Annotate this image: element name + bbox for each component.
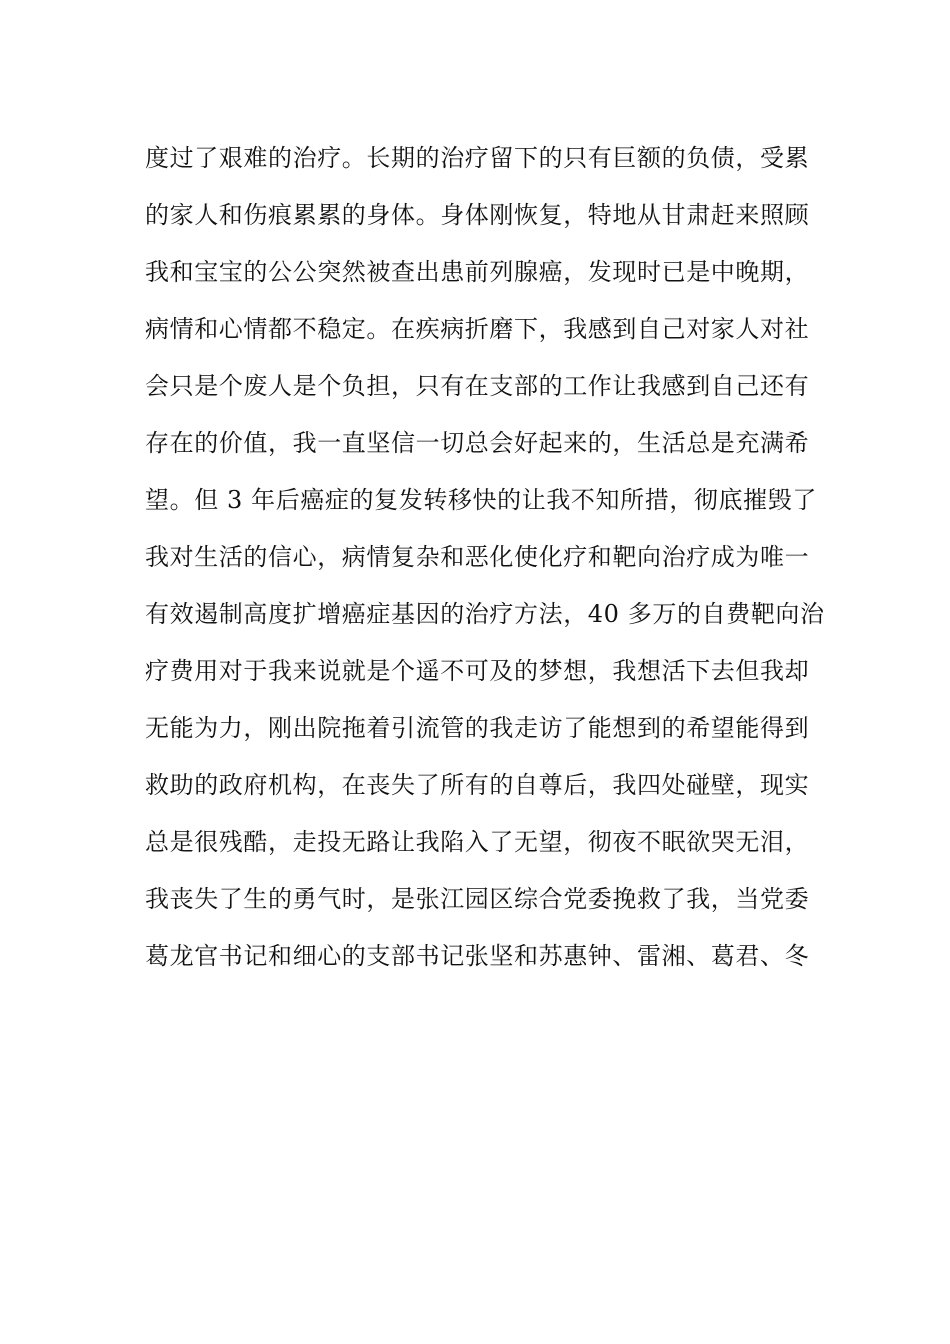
- text-line: 有效遏制高度扩增癌症基因的治疗方法，40 多万的自费靶向治: [145, 600, 825, 628]
- text-line: 我对生活的信心，病情复杂和恶化使化疗和靶向治疗成为唯一: [145, 543, 810, 571]
- text-line: 疗费用对于我来说就是个遥不可及的梦想，我想活下去但我却: [145, 657, 810, 685]
- text-line: 度过了艰难的治疗。长期的治疗留下的只有巨额的负债，受累: [145, 144, 810, 172]
- text-line: 我丧失了生的勇气时，是张江园区综合党委挽救了我，当党委: [145, 885, 810, 913]
- text-line: 无能为力，刚出院拖着引流管的我走访了能想到的希望能得到: [145, 714, 810, 742]
- text-line: 救助的政府机构，在丧失了所有的自尊后，我四处碰壁，现实: [145, 771, 810, 799]
- text-line: 的家人和伤痕累累的身体。身体刚恢复，特地从甘肃赶来照顾: [145, 201, 810, 229]
- text-line: 葛龙官书记和细心的支部书记张坚和苏惠钟、雷湘、葛君、冬: [145, 942, 810, 970]
- body-text: [145, 130, 825, 985]
- text-line: 总是很残酷，走投无路让我陷入了无望，彻夜不眠欲哭无泪，: [145, 828, 810, 856]
- text-line: 我和宝宝的公公突然被查出患前列腺癌，发现时已是中晚期，: [145, 258, 810, 286]
- text-line: 存在的价值，我一直坚信一切总会好起来的，生活总是充满希: [145, 429, 810, 457]
- text-line: 望。但 3 年后癌症的复发转移快的让我不知所措，彻底摧毁了: [145, 486, 817, 514]
- text-line: 会只是个废人是个负担，只有在支部的工作让我感到自己还有: [145, 372, 810, 400]
- text-line: 病情和心情都不稳定。在疾病折磨下，我感到自己对家人对社: [145, 315, 810, 343]
